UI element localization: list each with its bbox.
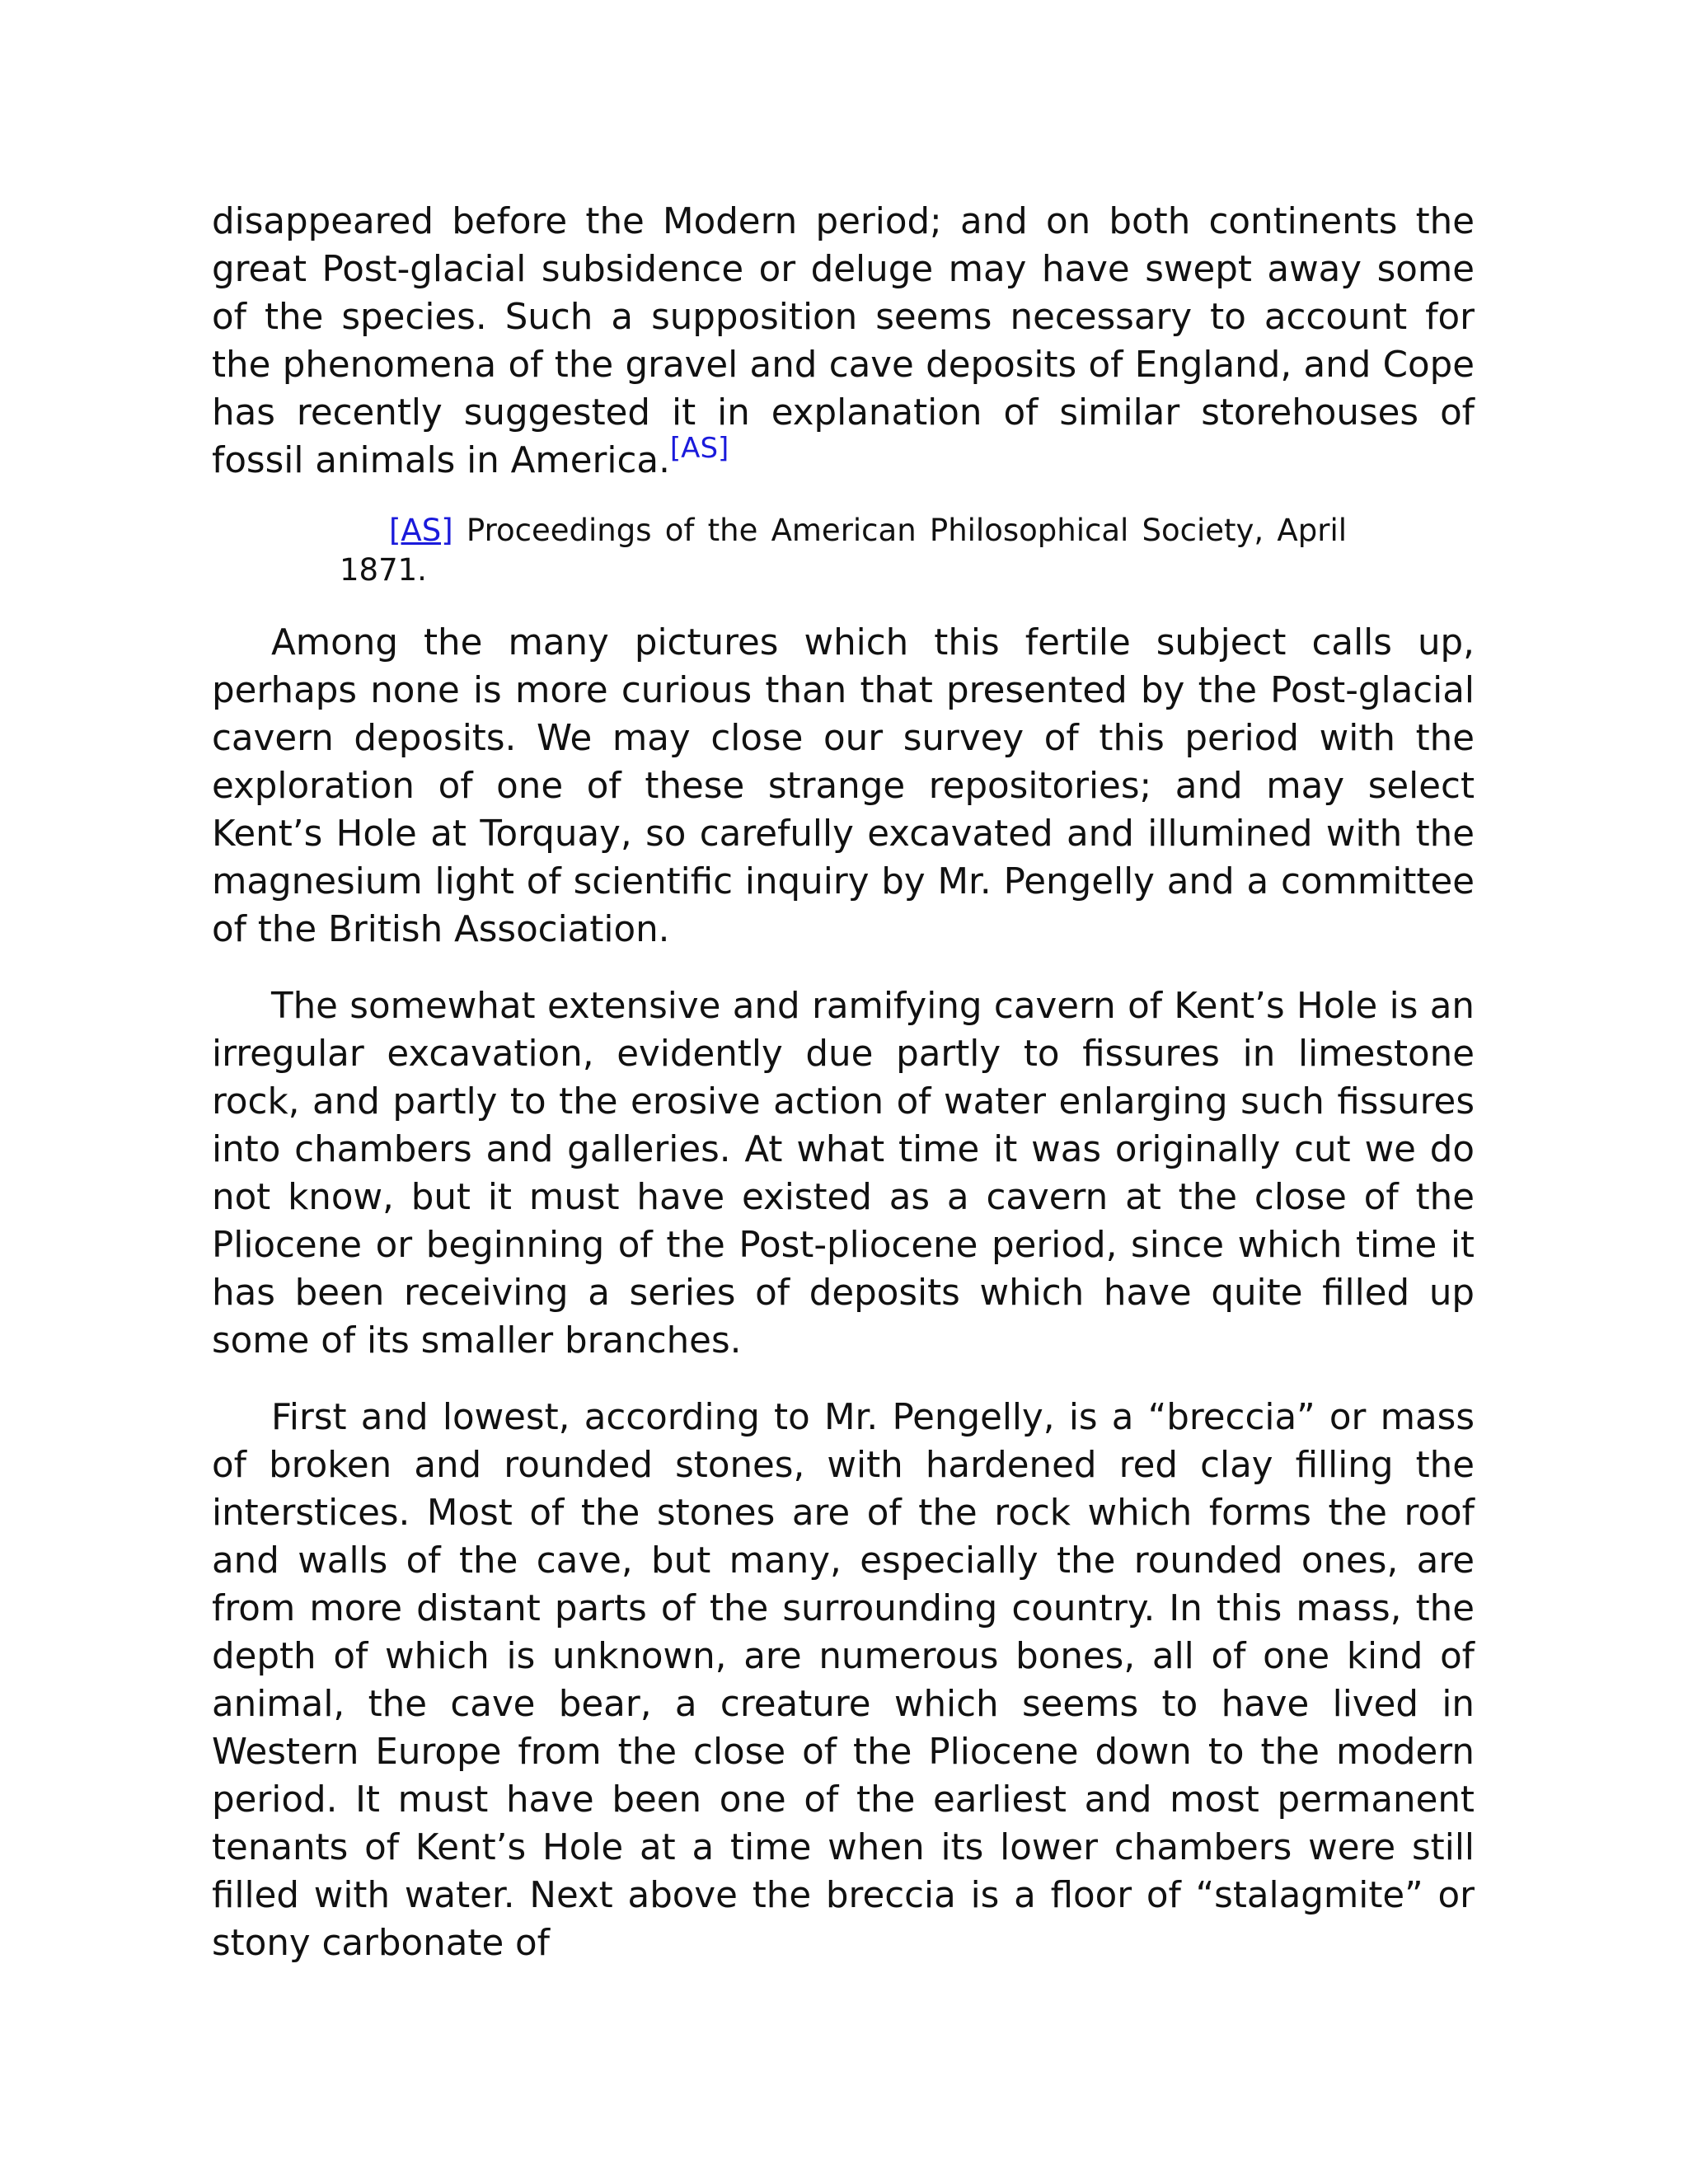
paragraph-text: disappeared before the Modern period; and on both continents the great Post-glacial subsidence or deluge may have swept away some of the species. Such a supposition seems necessary to account for the phenomena of the gravel and cave deposits of England, and Cope has recently suggested it in explanation of similar storehouses of fossil animals in America. <box>212 201 1475 481</box>
footnote-backlink[interactable]: [AS] <box>389 513 453 548</box>
paragraph-cavern-deposits: Among the many pictures which this fertile subject calls up, perhaps none is more curious than that presented by the Post-glacial cavern deposits. We may close our survey of this period with the exploration of one of these strange repositories; and may select Kent’s Hole at Torquay, so carefully excavated and illumined with the magnesium light of scientific inquiry by Mr. Pengelly and a committee of the British Association. <box>212 622 1475 950</box>
footnote-reference[interactable] <box>670 432 729 465</box>
page-content <box>212 198 1475 1967</box>
footnote <box>340 511 1347 590</box>
footnote-text: Proceedings of the American Philosophical Society, April 1871. <box>340 513 1348 588</box>
paragraph-continuation <box>212 198 1475 485</box>
paragraph-kents-hole: The somewhat extensive and ramifying cavern of Kent’s Hole is an irregular excavation, evidently due partly to fissures in limestone rock, and partly to the erosive action of water enlarging such fissures into chambers and galleries. At what time it was originally cut we do not know, but it must have existed as a cavern at the close of the Pliocene or beginning of the Post-pliocene period, since which time it has been receiving a series of deposits which have quite filled up some of its smaller branches. <box>212 986 1475 1361</box>
footnote-ref-link[interactable]: [AS] <box>669 432 729 465</box>
paragraph-breccia: First and lowest, according to Mr. Pengelly, is a “breccia” or mass of broken and rounded stones, with hardened red clay filling the interstices. Most of the stones are of the rock which forms the roof and walls of the cave, but many, especially the rounded ones, are from more distant parts of the surrounding country. In this mass, the depth of which is unknown, are numerous bones, all of one kind of animal, the cave bear, a creature which seems to have lived in Western Europe from the close of the Pliocene down to the modern period. It must have been one of the earliest and most permanent tenants of Kent’s Hole at a time when its lower chambers were still filled with water. Next above the breccia is a floor of “stalagmite” or stony carbonate of <box>212 1397 1475 1964</box>
